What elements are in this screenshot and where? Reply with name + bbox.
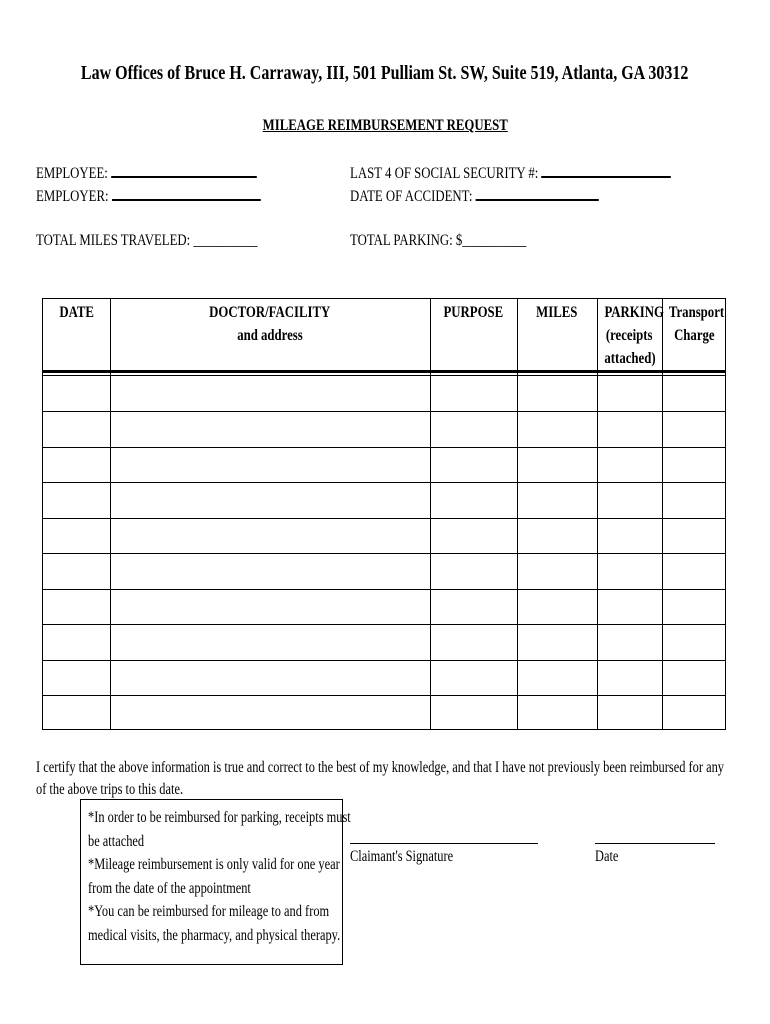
col-header-transport: Transport Charge: [668, 304, 725, 344]
claimant-signature-label: Claimant's Signature: [350, 848, 454, 865]
table-row-divider: [43, 589, 725, 590]
form-title: MILEAGE REIMBURSEMENT REQUEST: [262, 117, 508, 134]
table-row-divider: [43, 482, 725, 483]
note-line: *You can be reimbursed for mileage to and from: [88, 903, 330, 920]
table-row-divider: [43, 518, 725, 519]
ssn-label: LAST 4 OF SOCIAL SECURITY #:: [350, 165, 539, 182]
table-row-divider: [43, 695, 725, 696]
ssn-field[interactable]: [350, 164, 751, 183]
accident-label: DATE OF ACCIDENT:: [350, 188, 473, 205]
notes-box: [80, 799, 351, 965]
signature-date-label: Date: [595, 848, 619, 865]
letterhead-title: Law Offices of Bruce H. Carraway, III, 501 Pulliam St. SW, Suite 519, Atlanta, GA 30312: [81, 62, 689, 84]
total-miles-field[interactable]: TOTAL MILES TRAVELED: __________: [36, 232, 258, 249]
employee-field[interactable]: [36, 164, 312, 183]
claimant-signature-line[interactable]: [350, 843, 538, 844]
col-header-miles: MILES: [536, 304, 578, 321]
note-line: medical visits, the pharmacy, and physical therapy.: [88, 926, 341, 944]
col-header-doctor: DOCTOR/FACILITY and address: [209, 304, 331, 344]
date-of-accident-field[interactable]: [350, 187, 661, 206]
note-line: from the date of the appointment: [88, 879, 251, 897]
table-row-divider: [43, 553, 725, 554]
employee-input-line[interactable]: [111, 164, 257, 178]
table-row-divider: [43, 624, 725, 625]
note-line: *In order to be reimbursed for parking, receipts must: [88, 809, 351, 826]
employee-label: EMPLOYEE:: [36, 165, 108, 182]
ssn-input-line[interactable]: [542, 164, 672, 178]
mileage-table: [42, 298, 726, 730]
note-line: *Mileage reimbursement is only valid for one year: [88, 856, 340, 873]
table-row-divider: [43, 447, 725, 448]
total-parking-field[interactable]: TOTAL PARKING: $__________: [350, 232, 527, 249]
employer-field[interactable]: [36, 187, 317, 206]
col-header-purpose: PURPOSE: [443, 304, 504, 321]
signature-date-line[interactable]: [595, 843, 715, 844]
accident-input-line[interactable]: [476, 187, 599, 201]
header-divider: [43, 370, 725, 376]
col-header-date: DATE: [59, 304, 94, 321]
col-header-parking: PARKING (receipts attached): [603, 304, 664, 367]
employer-input-line[interactable]: [112, 187, 261, 201]
employer-label: EMPLOYER:: [36, 188, 109, 205]
table-row-divider: [43, 411, 725, 412]
note-line: be attached: [88, 832, 145, 850]
certification-text: I certify that the above information is true and correct to the best of my knowledge, and that I have not previously been reimbursed for any of the above trips to this date.: [36, 759, 724, 798]
table-row-divider: [43, 660, 725, 661]
